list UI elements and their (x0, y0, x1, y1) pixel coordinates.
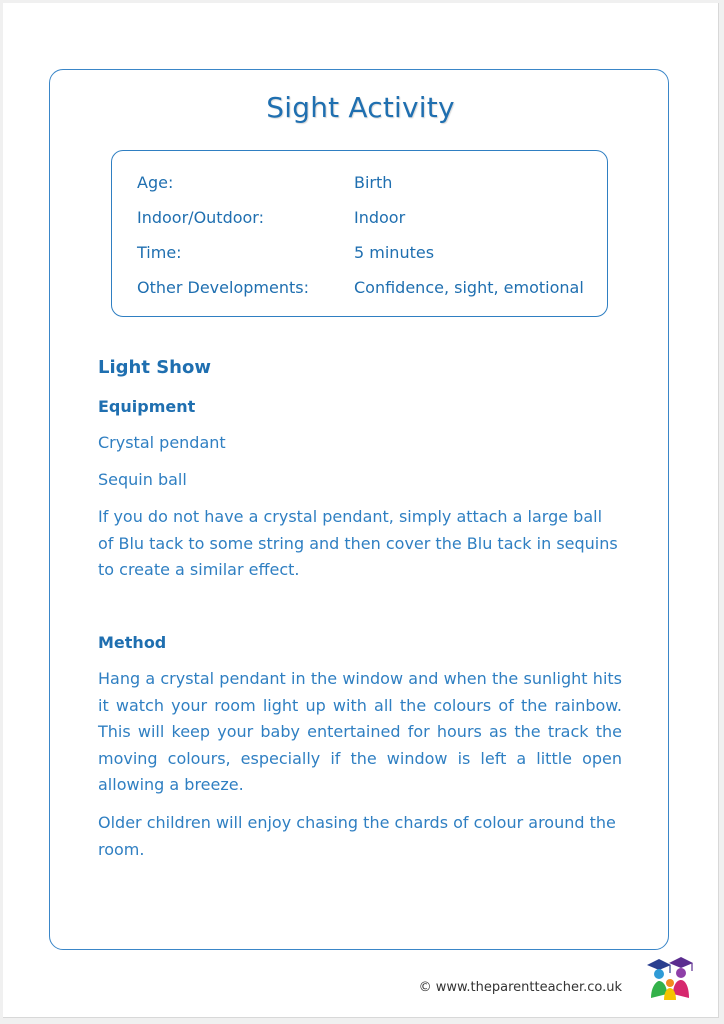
method-paragraph: Hang a crystal pendant in the window and when the sunlight hits it watch your room light up with all the colours of the rainbow. This will keep your baby entertained for hours as the track the moving colours, especially if the window is left a little open allowing a breeze. (98, 669, 622, 794)
info-label: Other Developments: (137, 278, 309, 297)
equipment-heading: Equipment (98, 397, 196, 416)
document-page (3, 3, 719, 1018)
info-box (111, 150, 608, 317)
info-value: Birth (354, 173, 393, 192)
method-paragraph: Older children will enjoy chasing the chards of colour around the room. (98, 813, 616, 859)
equipment-item: Sequin ball (98, 470, 187, 489)
equipment-item: Crystal pendant (98, 433, 226, 452)
info-row-other-developments (137, 278, 597, 302)
activity-name: Light Show (98, 357, 211, 378)
info-value: Confidence, sight, emotional (354, 278, 584, 297)
info-label: Age: (137, 173, 174, 192)
info-row-indoor-outdoor (137, 208, 597, 232)
info-label: Time: (137, 243, 182, 262)
method-heading: Method (98, 633, 167, 652)
page-title: Sight Activity (266, 91, 455, 124)
family-logo-icon (643, 954, 695, 1002)
footer-copyright: © www.theparentteacher.co.uk (418, 980, 622, 995)
info-row-time (137, 243, 597, 267)
info-label: Indoor/Outdoor: (137, 208, 264, 227)
info-value: 5 minutes (354, 243, 435, 262)
info-row-age (137, 173, 597, 197)
info-value: Indoor (354, 208, 406, 227)
equipment-note: If you do not have a crystal pendant, simply attach a large ball of Blu tack to some string and then cover the Blu tack in sequins to create a similar effect. (98, 507, 618, 579)
